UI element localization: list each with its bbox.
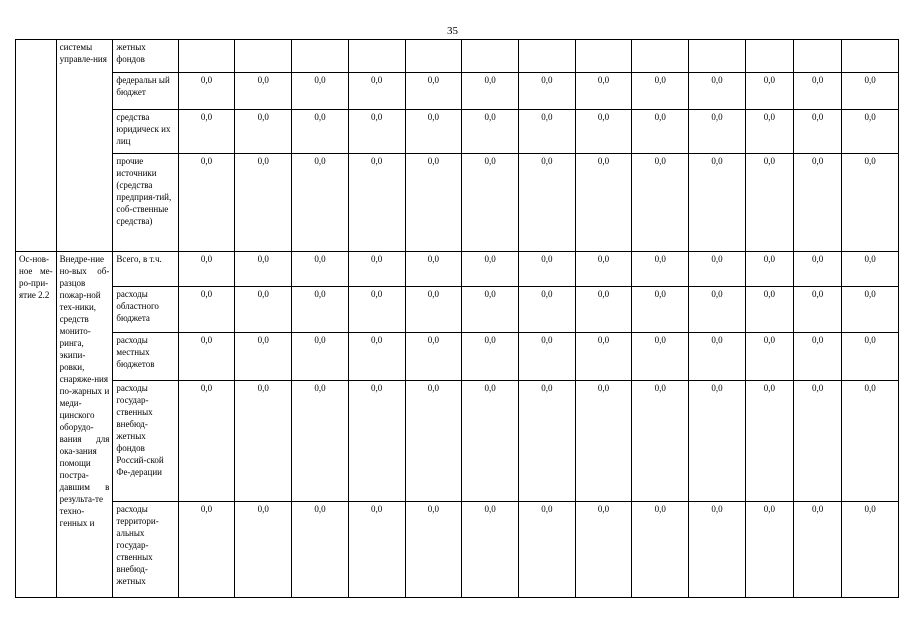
- value-cell: 0,0: [178, 154, 235, 252]
- value-cell: 0,0: [689, 252, 746, 287]
- value-cell: 0,0: [632, 154, 689, 252]
- value-cell: 0,0: [689, 287, 746, 333]
- value-cell: 0,0: [348, 333, 405, 381]
- value-cell: 0,0: [178, 287, 235, 333]
- value-cell: 0,0: [348, 73, 405, 110]
- value-cell: [575, 40, 632, 73]
- value-cell: 0,0: [518, 154, 575, 252]
- value-cell: 0,0: [575, 154, 632, 252]
- value-cell: 0,0: [575, 252, 632, 287]
- value-cell: 0,0: [689, 381, 746, 502]
- funding-source-cell: расходы местных бюджетов: [113, 333, 178, 381]
- value-cell: 0,0: [632, 333, 689, 381]
- table-row: [16, 73, 899, 110]
- value-cell: 0,0: [842, 502, 899, 598]
- value-cell: 0,0: [575, 287, 632, 333]
- value-cell: 0,0: [405, 154, 462, 252]
- value-cell: 0,0: [348, 154, 405, 252]
- funding-source-cell: жетных фондов: [113, 40, 178, 73]
- value-cell: 0,0: [235, 381, 292, 502]
- funding-source-cell: прочие источники (средства предприя-тий, соб-ственные средства): [113, 154, 178, 252]
- value-cell: 0,0: [518, 287, 575, 333]
- value-cell: [405, 40, 462, 73]
- value-cell: 0,0: [178, 502, 235, 598]
- value-cell: 0,0: [575, 110, 632, 154]
- value-cell: 0,0: [632, 287, 689, 333]
- value-cell: 0,0: [689, 333, 746, 381]
- value-cell: 0,0: [348, 252, 405, 287]
- value-cell: [518, 40, 575, 73]
- value-cell: 0,0: [745, 252, 793, 287]
- measure-code-cell: [16, 40, 57, 252]
- value-cell: 0,0: [842, 154, 899, 252]
- value-cell: 0,0: [842, 381, 899, 502]
- value-cell: 0,0: [575, 381, 632, 502]
- value-cell: 0,0: [405, 110, 462, 154]
- value-cell: 0,0: [235, 73, 292, 110]
- value-cell: 0,0: [518, 73, 575, 110]
- value-cell: 0,0: [462, 110, 519, 154]
- funding-source-cell: расходы территори-альных государ-ственных внебюд-жетных: [113, 502, 178, 598]
- value-cell: 0,0: [348, 110, 405, 154]
- value-cell: 0,0: [745, 287, 793, 333]
- value-cell: 0,0: [292, 287, 349, 333]
- value-cell: 0,0: [518, 110, 575, 154]
- value-cell: 0,0: [689, 154, 746, 252]
- value-cell: 0,0: [745, 333, 793, 381]
- value-cell: 0,0: [292, 333, 349, 381]
- value-cell: 0,0: [794, 154, 842, 252]
- value-cell: [632, 40, 689, 73]
- value-cell: 0,0: [632, 73, 689, 110]
- budget-table: [15, 39, 899, 598]
- table-row: [16, 381, 899, 502]
- value-cell: 0,0: [632, 252, 689, 287]
- value-cell: [462, 40, 519, 73]
- value-cell: 0,0: [794, 110, 842, 154]
- value-cell: 0,0: [518, 381, 575, 502]
- value-cell: 0,0: [178, 110, 235, 154]
- value-cell: 0,0: [178, 73, 235, 110]
- value-cell: 0,0: [632, 110, 689, 154]
- value-cell: 0,0: [745, 73, 793, 110]
- value-cell: 0,0: [292, 154, 349, 252]
- value-cell: [745, 40, 793, 73]
- value-cell: 0,0: [405, 252, 462, 287]
- value-cell: 0,0: [518, 333, 575, 381]
- value-cell: 0,0: [462, 252, 519, 287]
- value-cell: 0,0: [178, 381, 235, 502]
- funding-source-cell: Всего, в т.ч.: [113, 252, 178, 287]
- funding-source-cell: федеральн ый бюджет: [113, 73, 178, 110]
- value-cell: 0,0: [745, 110, 793, 154]
- value-cell: 0,0: [745, 154, 793, 252]
- value-cell: 0,0: [462, 381, 519, 502]
- value-cell: 0,0: [235, 252, 292, 287]
- value-cell: 0,0: [462, 287, 519, 333]
- value-cell: 0,0: [794, 333, 842, 381]
- value-cell: 0,0: [842, 252, 899, 287]
- value-cell: 0,0: [405, 73, 462, 110]
- value-cell: 0,0: [462, 333, 519, 381]
- value-cell: 0,0: [235, 333, 292, 381]
- table-row: [16, 287, 899, 333]
- value-cell: 0,0: [178, 252, 235, 287]
- value-cell: 0,0: [518, 252, 575, 287]
- value-cell: 0,0: [575, 333, 632, 381]
- value-cell: 0,0: [235, 502, 292, 598]
- value-cell: 0,0: [689, 73, 746, 110]
- table-row: [16, 110, 899, 154]
- value-cell: 0,0: [235, 154, 292, 252]
- value-cell: 0,0: [842, 110, 899, 154]
- value-cell: 0,0: [794, 252, 842, 287]
- value-cell: 0,0: [292, 73, 349, 110]
- table-row: [16, 252, 899, 287]
- value-cell: 0,0: [235, 287, 292, 333]
- value-cell: 0,0: [794, 73, 842, 110]
- funding-source-cell: расходы областного бюджета: [113, 287, 178, 333]
- table-row: [16, 40, 899, 73]
- value-cell: 0,0: [794, 502, 842, 598]
- value-cell: 0,0: [292, 252, 349, 287]
- value-cell: 0,0: [745, 381, 793, 502]
- value-cell: 0,0: [689, 110, 746, 154]
- value-cell: 0,0: [405, 502, 462, 598]
- value-cell: 0,0: [348, 381, 405, 502]
- value-cell: 0,0: [518, 502, 575, 598]
- value-cell: 0,0: [292, 381, 349, 502]
- value-cell: 0,0: [405, 287, 462, 333]
- value-cell: 0,0: [292, 502, 349, 598]
- value-cell: 0,0: [405, 381, 462, 502]
- value-cell: 0,0: [235, 110, 292, 154]
- value-cell: 0,0: [632, 502, 689, 598]
- table-row: [16, 333, 899, 381]
- value-cell: 0,0: [178, 333, 235, 381]
- measure-description-cell: системы управле-ния: [56, 40, 113, 252]
- value-cell: 0,0: [462, 73, 519, 110]
- value-cell: 0,0: [348, 502, 405, 598]
- value-cell: 0,0: [842, 287, 899, 333]
- value-cell: [842, 40, 899, 73]
- value-cell: 0,0: [575, 73, 632, 110]
- value-cell: 0,0: [689, 502, 746, 598]
- value-cell: 0,0: [794, 381, 842, 502]
- value-cell: 0,0: [462, 502, 519, 598]
- value-cell: 0,0: [348, 287, 405, 333]
- table-row: [16, 154, 899, 252]
- table-row: [16, 502, 899, 598]
- funding-source-cell: расходы государ-ственных внебюд-жетных фондов Россий-ской Фе-дерации: [113, 381, 178, 502]
- value-cell: [178, 40, 235, 73]
- value-cell: [794, 40, 842, 73]
- value-cell: 0,0: [842, 333, 899, 381]
- funding-source-cell: средства юридическ их лиц: [113, 110, 178, 154]
- table-body: [16, 40, 899, 598]
- value-cell: [235, 40, 292, 73]
- value-cell: 0,0: [292, 110, 349, 154]
- value-cell: 0,0: [632, 381, 689, 502]
- value-cell: [348, 40, 405, 73]
- value-cell: 0,0: [405, 333, 462, 381]
- value-cell: [689, 40, 746, 73]
- value-cell: 0,0: [745, 502, 793, 598]
- value-cell: 0,0: [462, 154, 519, 252]
- value-cell: [292, 40, 349, 73]
- page-number: 35: [447, 25, 458, 37]
- value-cell: 0,0: [794, 287, 842, 333]
- value-cell: 0,0: [842, 73, 899, 110]
- value-cell: 0,0: [575, 502, 632, 598]
- measure-code-cell: Ос-нов-ное ме-ро-при-ятие 2.2: [16, 252, 57, 598]
- measure-description-cell: Внедре-ние но-вых об-разцов пожар-ной тех-ники, средств монито-ринга, экипи-ровки, снаряже-ния по-жарных и меди-цинского оборудо-вания для ока-зания помощи постра-давшим в результа-те техно-генных и: [56, 252, 113, 598]
